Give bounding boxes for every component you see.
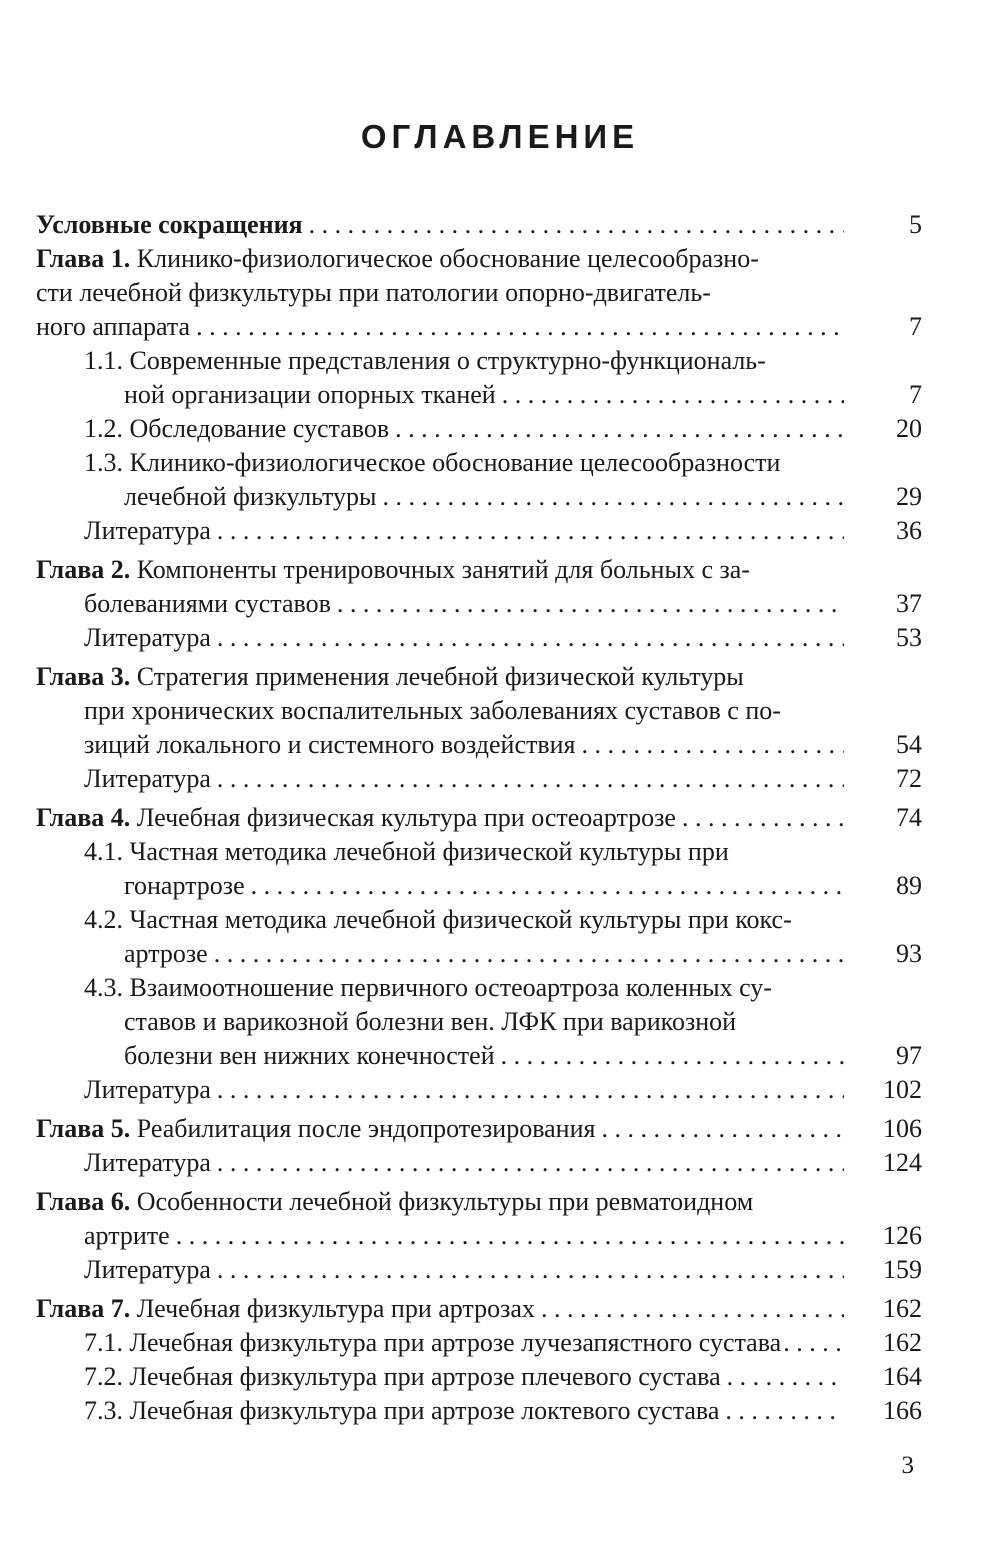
dot-leader: [601, 1112, 844, 1146]
toc-entry-literature-5[interactable]: [36, 1146, 922, 1180]
toc-entry-literature-1[interactable]: [36, 514, 922, 548]
toc-page-number: 74: [896, 803, 922, 832]
chapter-label: Глава 3.: [36, 662, 131, 691]
toc-entry-label: Условные сокращения: [36, 210, 303, 239]
toc-entry-line: лечебной физкультуры: [124, 482, 377, 511]
dot-leader: [682, 801, 844, 835]
toc-page-number: 7: [909, 380, 922, 409]
toc-page-number: 93: [896, 939, 922, 968]
chapter-label: Глава 6.: [36, 1187, 131, 1216]
dot-leader: [725, 1394, 844, 1428]
dot-leader: [395, 412, 844, 446]
toc-entry-abbreviations[interactable]: [36, 208, 922, 242]
toc-entry-section-1-3[interactable]: [36, 446, 922, 514]
toc-page-number: 162: [883, 1328, 922, 1357]
toc-entry-line: 7.1. Лечебная физкультура при артрозе лучезапястного сустава: [84, 1328, 782, 1357]
toc-page-number: 36: [896, 516, 922, 545]
dot-leader: [217, 621, 844, 655]
dot-leader: [176, 1219, 844, 1253]
toc-entry-line: сти лечебной физкультуры при патологии опорно-двигатель-: [36, 278, 711, 307]
toc-entry-chapter-4[interactable]: [36, 801, 922, 835]
toc-entry-section-1-1[interactable]: [36, 344, 922, 412]
toc-entry-chapter-2[interactable]: [36, 553, 922, 621]
toc-page-number: 106: [883, 1114, 922, 1143]
toc-entry-line: Литература: [84, 1255, 211, 1284]
toc-entry-line: Глава 2. Компоненты тренировочных занятий для больных с за-: [36, 555, 750, 584]
toc-entry-line: 4.2. Частная методика лечебной физической культуры при кокс-: [84, 905, 792, 934]
dot-leader: [383, 480, 844, 514]
dot-leader: [337, 587, 844, 621]
toc-page-number: 126: [883, 1221, 922, 1250]
dot-leader: [727, 1360, 844, 1394]
page-title: ОГЛАВЛЕНИЕ: [360, 118, 640, 155]
toc-entry-line: ного аппарата: [36, 312, 191, 341]
toc-page-number: 124: [883, 1148, 922, 1177]
toc-entry-line: Глава 7. Лечебная физкультура при артрозах: [36, 1294, 535, 1323]
toc-entry-line: 7.2. Лечебная физкультура при артрозе плечевого сустава: [84, 1362, 721, 1391]
toc-page-number: 53: [896, 623, 922, 652]
toc-entry-line: Литература: [84, 1148, 211, 1177]
toc-page-number: 7: [909, 312, 922, 341]
dot-leader: [196, 310, 844, 344]
dot-leader: [309, 208, 844, 242]
toc-page-number: 166: [883, 1396, 922, 1425]
dot-leader: [217, 1146, 844, 1180]
toc-entry-section-4-3[interactable]: [36, 971, 922, 1073]
toc-entry-chapter-7[interactable]: [36, 1292, 922, 1326]
toc-page-number: 102: [883, 1075, 922, 1104]
toc-entry-line: 7.3. Лечебная физкультура при артрозе локтевого сустава: [84, 1396, 720, 1425]
toc-entry-line: Литература: [84, 623, 211, 652]
table-of-contents: [36, 208, 922, 1428]
toc-entry-line: болезни вен нижних конечностей: [124, 1041, 495, 1070]
chapter-label: Глава 4.: [36, 803, 131, 832]
toc-entry-section-4-2[interactable]: [36, 903, 922, 971]
toc-entry-line: Глава 5. Реабилитация после эндопротезирования: [36, 1114, 596, 1143]
toc-entry-line: 1.3. Клинико-физиологическое обоснование целесообразности: [84, 448, 781, 477]
toc-entry-line: болеваниями суставов: [84, 589, 331, 618]
toc-page-number: 29: [896, 482, 922, 511]
toc-entry-chapter-5[interactable]: [36, 1112, 922, 1146]
toc-page-number: 72: [896, 764, 922, 793]
toc-page-number: 54: [896, 730, 922, 759]
toc-entry-line: зиций локального и системного воздействия: [84, 730, 576, 759]
toc-entry-line: артрозе: [124, 939, 208, 968]
toc-entry-line: артрите: [84, 1221, 170, 1250]
chapter-label: Глава 2.: [36, 555, 131, 584]
dot-leader: [582, 728, 845, 762]
toc-entry-line: Литература: [84, 1075, 211, 1104]
toc-page-number: 20: [896, 414, 922, 443]
toc-entry-section-7-2[interactable]: [36, 1360, 922, 1394]
toc-entry-literature-3[interactable]: [36, 762, 922, 796]
dot-leader: [501, 1039, 844, 1073]
dot-leader: [217, 1253, 844, 1287]
toc-entry-section-7-3[interactable]: [36, 1394, 922, 1428]
toc-entry-line: 1.1. Современные представления о структурно-функциональ-: [84, 346, 766, 375]
toc-entry-chapter-3[interactable]: [36, 660, 922, 762]
dot-leader: [214, 937, 844, 971]
toc-entry-line: 4.1. Частная методика лечебной физической культуры при: [84, 837, 729, 866]
chapter-label: Глава 5.: [36, 1114, 131, 1143]
toc-entry-literature-2[interactable]: [36, 621, 922, 655]
toc-entry-chapter-1[interactable]: [36, 242, 922, 344]
toc-entry-section-7-1[interactable]: [36, 1326, 922, 1360]
toc-entry-line: при хронических воспалительных заболеваниях суставов с по-: [84, 696, 781, 725]
toc-entry-literature-4[interactable]: [36, 1073, 922, 1107]
page-number: 3: [901, 1452, 914, 1479]
toc-entry-line: Литература: [84, 516, 211, 545]
dot-leader: [217, 762, 844, 796]
toc-entry-line: ставов и варикозной болезни вен. ЛФК при варикозной: [124, 1007, 737, 1036]
toc-page-number: 5: [909, 210, 922, 239]
toc-entry-line: гонартрозе: [124, 871, 245, 900]
toc-entry-line: Глава 1. Клинико-физиологическое обоснование целесообразно-: [36, 244, 759, 273]
toc-entry-section-1-2[interactable]: [36, 412, 922, 446]
toc-entry-line: ной организации опорных тканей: [124, 380, 496, 409]
toc-page-number: 162: [883, 1294, 922, 1323]
toc-page-number: 164: [883, 1362, 922, 1391]
toc-entry-line: 1.2. Обследование суставов: [84, 414, 390, 443]
toc-page-number: 159: [883, 1255, 922, 1284]
dot-leader: [502, 378, 844, 412]
toc-entry-line: 4.3. Взаимоотношение первичного остеоартроза коленных су-: [84, 973, 772, 1002]
toc-entry-section-4-1[interactable]: [36, 835, 922, 903]
toc-entry-chapter-6[interactable]: [36, 1185, 922, 1253]
toc-entry-literature-6[interactable]: [36, 1253, 922, 1287]
dot-leader: [541, 1292, 844, 1326]
toc-page-number: 89: [896, 871, 922, 900]
dot-leader: [251, 869, 844, 903]
toc-entry-line: Глава 3. Стратегия применения лечебной физической культуры: [36, 662, 744, 691]
dot-leader: [783, 1326, 848, 1360]
dot-leader: [217, 514, 844, 548]
toc-page-number: 97: [896, 1041, 922, 1070]
toc-page-number: 37: [896, 589, 922, 618]
toc-entry-line: Глава 6. Особенности лечебной физкультуры при ревматоидном: [36, 1187, 754, 1216]
toc-entry-line: Литература: [84, 764, 211, 793]
chapter-label: Глава 1.: [36, 244, 131, 273]
chapter-label: Глава 7.: [36, 1294, 131, 1323]
toc-entry-line: Глава 4. Лечебная физическая культура при остеоартрозе: [36, 803, 676, 832]
dot-leader: [217, 1073, 844, 1107]
